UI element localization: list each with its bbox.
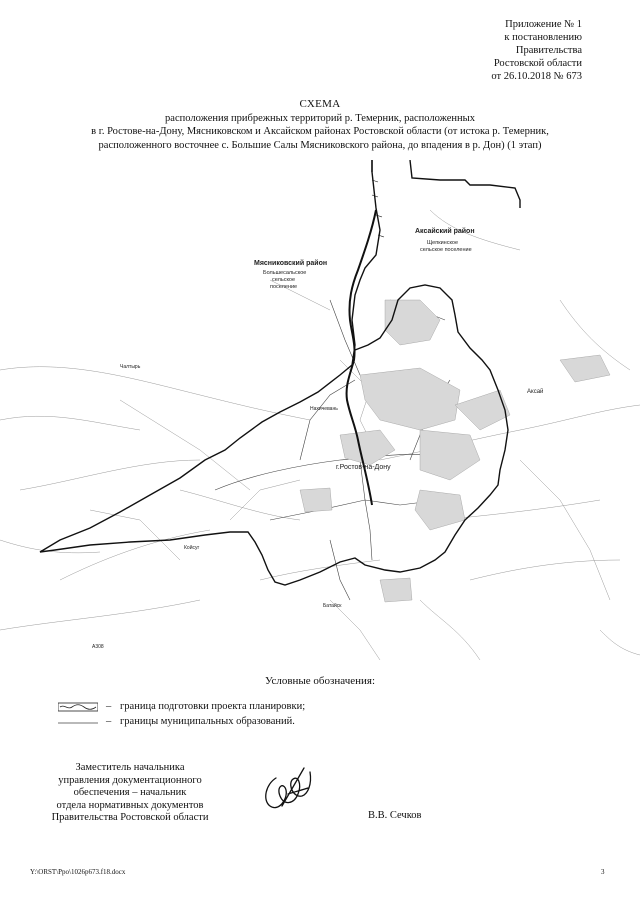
label-city: г.Ростов-на-Дону (336, 464, 391, 471)
label-place-chaltyr: Чалтырь (120, 364, 141, 370)
handwritten-signature-icon (258, 760, 318, 820)
appendix-header (422, 18, 582, 83)
label-place-koysug: Койсуг (184, 545, 200, 551)
signatory-line: отдела нормативных документов (56, 799, 204, 811)
appendix-line: к постановлению (504, 32, 582, 43)
scheme-title (40, 98, 600, 152)
legend-title: Условные обозначения: (264, 675, 376, 687)
page-number: 3 (601, 868, 605, 876)
legend-item-municipal-boundaries (58, 716, 518, 730)
signatory-line: обеспечения – начальник (73, 787, 187, 798)
label-road: А308 (92, 644, 104, 650)
municipal-boundaries (215, 300, 450, 600)
footer-file-path: Y:\ORST\Ppo\1026p673.f18.docx (30, 868, 126, 876)
scheme-map (0, 160, 640, 660)
signatory-position (40, 762, 220, 825)
label-myasnikov-settlement-1: Большесальское (263, 270, 307, 276)
signer-name: В.В. Сечков (368, 810, 422, 821)
label-place-bataysk: Батайск (323, 603, 342, 609)
legend-dash: – (106, 716, 112, 727)
title-line: расположенного восточнее с. Большие Салы Мясниковского района, до впадения в р. Дон) (1 этап) (98, 139, 542, 151)
legend-item-project-boundary (58, 701, 518, 715)
label-myasnikov-district: Мясниковский район (254, 260, 328, 267)
label-aksay-settlement-2: сельское поселение (420, 247, 472, 253)
legend-text: граница подготовки проекта планировки; (120, 701, 306, 712)
legend-dash: – (106, 701, 112, 712)
label-aksay-district: Аксайский район (415, 228, 475, 235)
title-line: расположения прибрежных территорий р. Темерник, расположенных (165, 112, 475, 124)
appendix-line: Правительства (515, 45, 582, 56)
background-lines (0, 210, 640, 660)
signatory-line: управления документационного (58, 774, 202, 786)
settlement-patches (300, 300, 610, 602)
signatory-line: Заместитель начальника (75, 762, 185, 773)
appendix-line: от 26.10.2018 № 673 (491, 71, 582, 82)
project-boundary-symbol-icon (58, 701, 98, 713)
title-line: в г. Ростове-на-Дону, Мясниковском и Аксайском районах Ростовской области (от истока р. Темерник, (91, 126, 549, 137)
municipal-boundary-symbol-icon (58, 716, 98, 728)
label-myasnikov-settlement-2: сельское (272, 277, 296, 283)
title-heading: СХЕМА (299, 98, 341, 110)
appendix-line: Приложение № 1 (505, 19, 582, 30)
label-town-aksay: Аксай (527, 389, 544, 395)
label-aksay-settlement-1: Щепкинское (427, 240, 459, 246)
signatory-line: Правительства Ростовской области (51, 812, 209, 823)
label-myasnikov-settlement-3: поселение (270, 284, 298, 290)
appendix-line: Ростовской области (493, 58, 582, 69)
label-place-nakhichevan: Нахичевань (310, 406, 338, 412)
legend-text: границы муниципальных образований. (120, 716, 295, 727)
